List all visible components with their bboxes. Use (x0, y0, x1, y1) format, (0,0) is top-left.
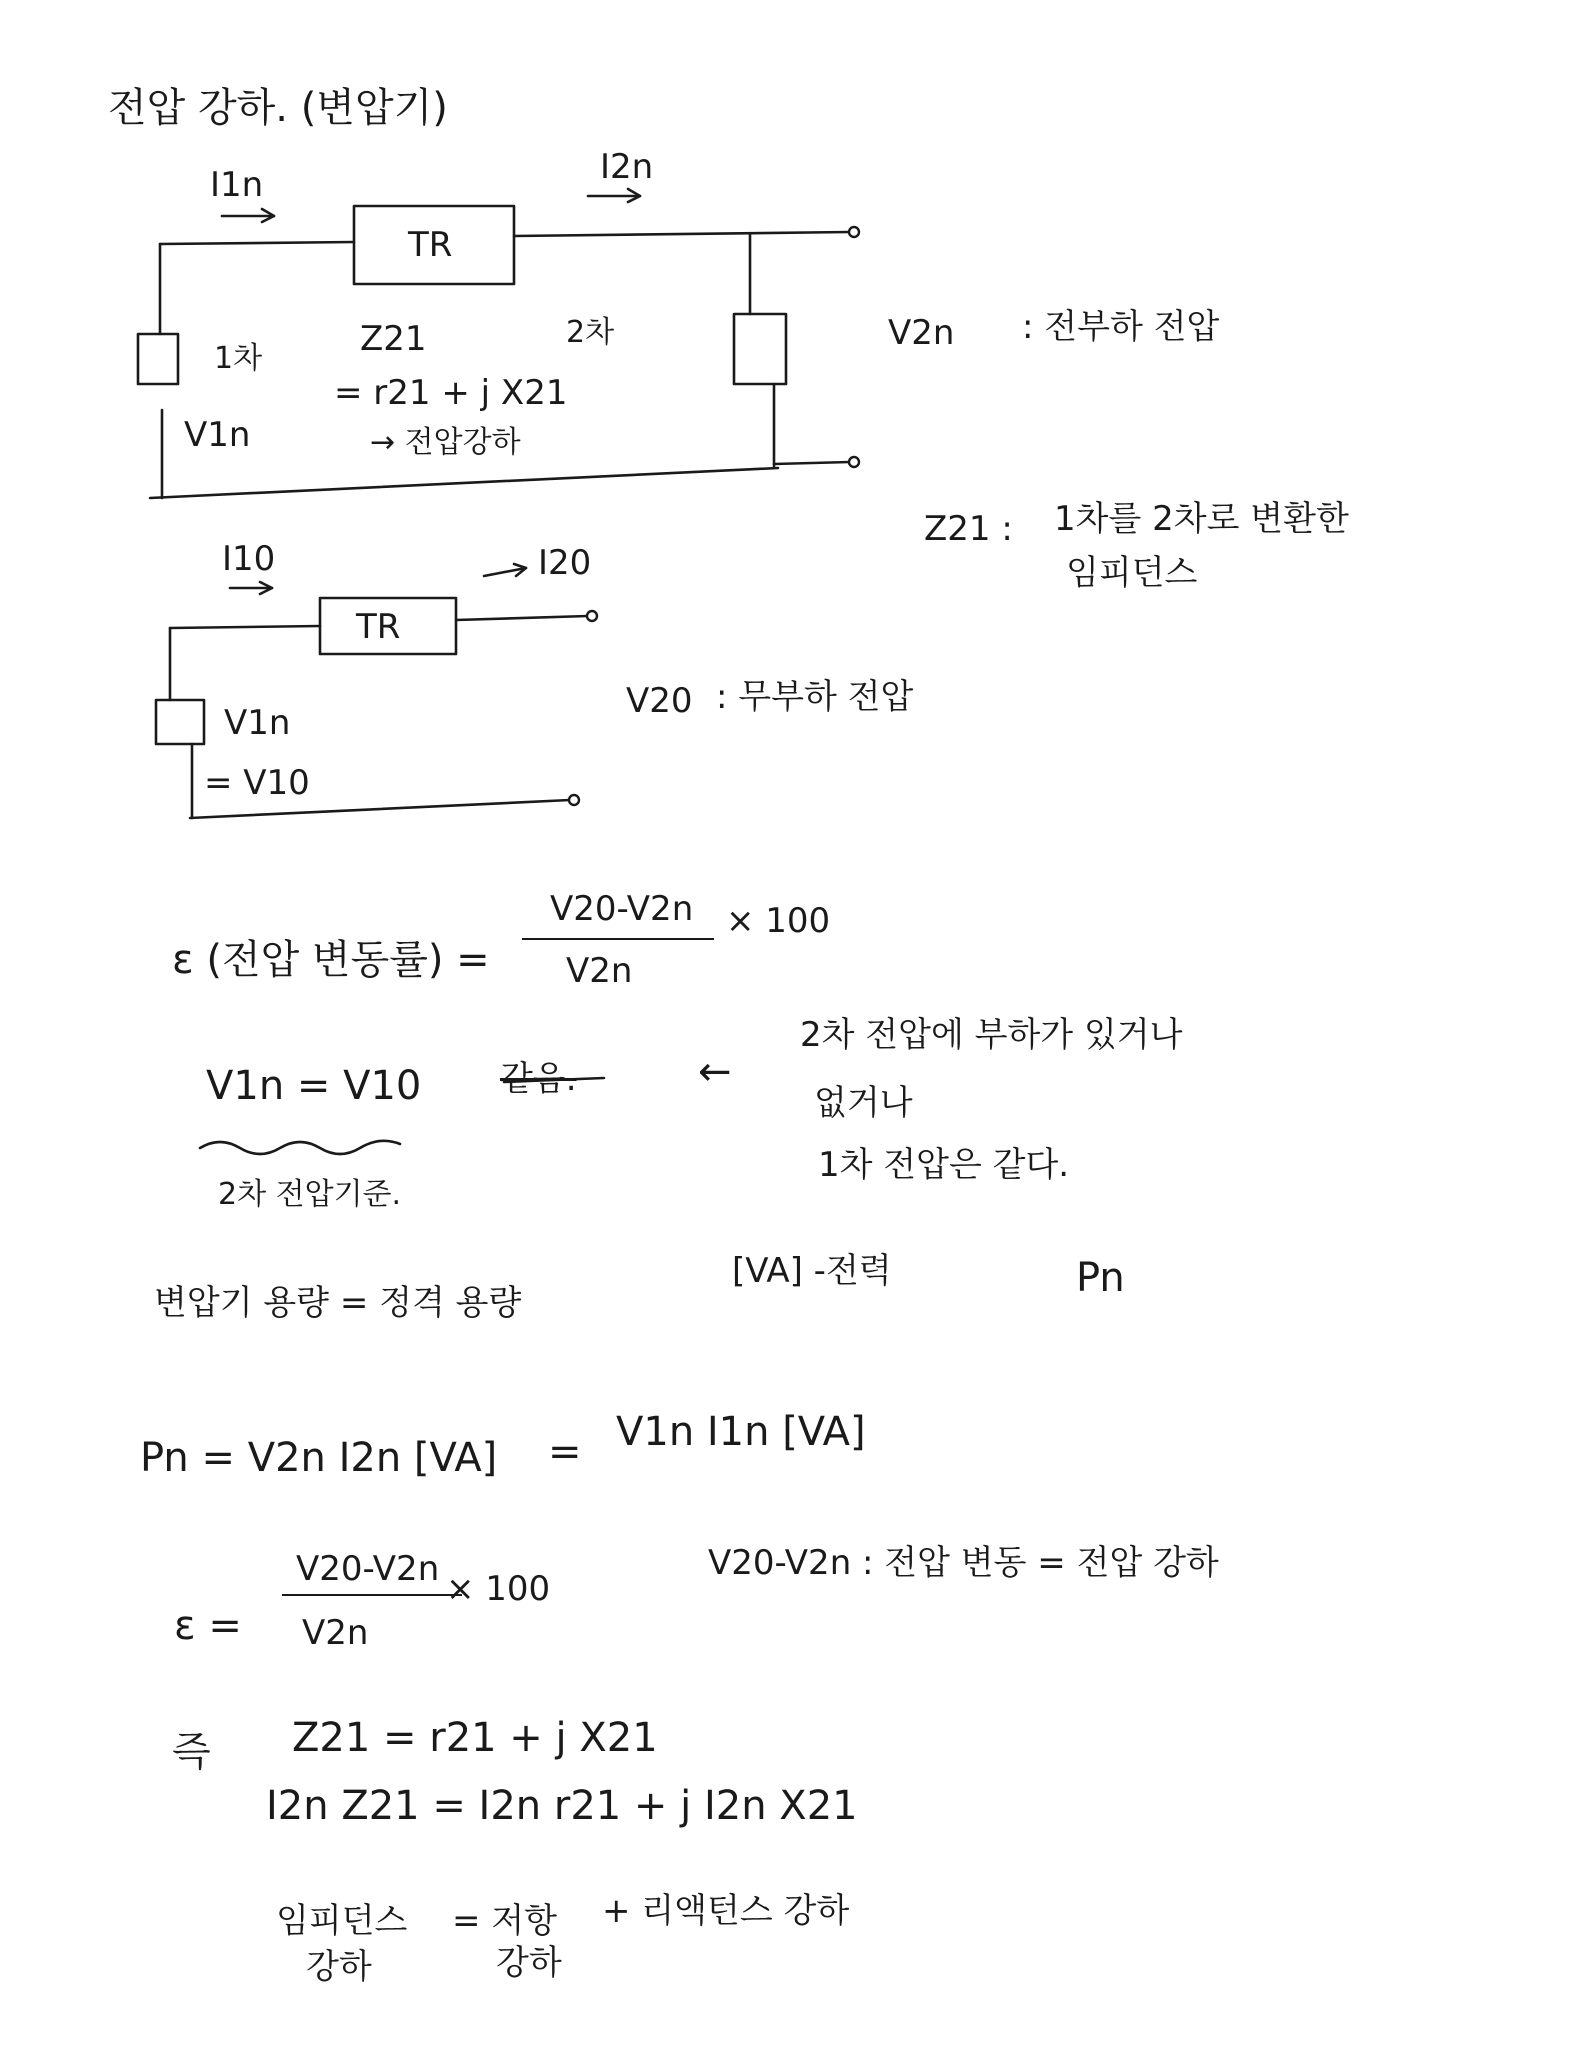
label-primary: 1차 (214, 341, 263, 376)
capacity-lhs: 변압기 용량 = 정격 용량 (154, 1283, 522, 1323)
wire-top-left-2 (170, 626, 320, 628)
regulation2-numerator: V20-V2n (296, 1549, 440, 1589)
wire-top-left-1 (160, 242, 354, 244)
wire-bottom-right-1 (774, 462, 850, 464)
terminal-bottom-1 (849, 457, 859, 467)
regulation2-lhs: ε = (174, 1603, 242, 1649)
final-line-3-resistance: = 저항 (452, 1901, 557, 1941)
load-box-1 (734, 314, 786, 384)
label-z21: Z21 (360, 319, 427, 359)
primary-box-1 (138, 334, 178, 384)
label-v2n-desc: : 전부하 전압 (1022, 307, 1220, 347)
note-arrow: ← (698, 1049, 732, 1095)
label-i2n: I2n (600, 147, 654, 187)
label-transformer-1: TR (408, 225, 453, 265)
wire-top-right-2 (456, 616, 588, 620)
note-desc-2: 없거나 (814, 1083, 913, 1123)
label-v20-desc: : 무부하 전압 (716, 677, 914, 717)
page-title: 전압 강하. (변압기) (108, 85, 448, 131)
label-voltage-drop-note: → 전압강하 (370, 425, 521, 460)
wire-top-right-1 (514, 232, 850, 236)
label-v20: V20 (626, 681, 693, 721)
regulation2-note: V20-V2n : 전압 변동 = 전압 강하 (708, 1543, 1219, 1583)
capacity-unit: [VA] -전력 (732, 1251, 892, 1291)
final-marker: 즉 (172, 1729, 211, 1775)
regulation2-fraction-bar (282, 1594, 462, 1596)
final-line-1: Z21 = r21 + j X21 (292, 1715, 658, 1761)
final-line-3-impedance-drop: 강하 (306, 1947, 372, 1987)
capacity-symbol: Pn (1076, 1255, 1125, 1301)
primary-box-2 (156, 700, 204, 744)
terminal-top-2 (587, 611, 597, 621)
regulation2-denominator: V2n (302, 1613, 369, 1653)
power-rhs: V1n I1n [VA] (616, 1409, 866, 1455)
label-v1n: V1n (184, 415, 251, 455)
label-z21-def: Z21 : (924, 509, 1013, 549)
note-underline-caption: 2차 전압기준. (218, 1177, 402, 1212)
final-line-3-impedance: 임피던스 (276, 1901, 408, 1941)
label-v1n-2: V1n (224, 703, 291, 743)
label-z21-eq: = r21 + j X21 (334, 373, 568, 413)
label-transformer-2: TR (356, 607, 401, 647)
regulation-denominator: V2n (566, 951, 633, 991)
label-i1n: I1n (210, 165, 264, 205)
final-line-2: I2n Z21 = I2n r21 + j I2n X21 (266, 1783, 858, 1829)
regulation-fraction-bar (522, 938, 714, 940)
regulation-lhs: ε (전압 변동률) = (172, 937, 490, 983)
label-i10: I10 (222, 539, 276, 579)
power-eq-sign: = (548, 1429, 582, 1475)
wavy-underline (200, 1141, 400, 1154)
wire-bottom-1 (150, 468, 778, 498)
regulation-numerator: V20-V2n (550, 889, 694, 929)
label-v2n: V2n (888, 313, 955, 353)
final-line-3-resistance-drop: 강하 (496, 1943, 562, 1983)
label-v10: = V10 (204, 763, 310, 803)
regulation2-times: × 100 (446, 1569, 551, 1609)
label-z21-desc-2: 임피던스 (1066, 553, 1198, 593)
note-struck-text: 같음. (500, 1059, 577, 1099)
note-desc-1: 2차 전압에 부하가 있거나 (800, 1015, 1183, 1055)
label-z21-desc-1: 1차를 2차로 변환한 (1054, 499, 1349, 539)
label-secondary: 2차 (566, 315, 615, 350)
label-i20: I20 (538, 543, 592, 583)
power-lhs: Pn = V2n I2n [VA] (140, 1435, 498, 1481)
regulation-times: × 100 (726, 901, 831, 941)
terminal-bottom-2 (569, 795, 579, 805)
note-v1n-eq-v10: V1n = V10 (206, 1063, 422, 1109)
terminal-top-1 (849, 227, 859, 237)
final-line-3-reactance: + 리액턴스 강하 (602, 1891, 850, 1931)
note-desc-3: 1차 전압은 같다. (818, 1145, 1070, 1185)
